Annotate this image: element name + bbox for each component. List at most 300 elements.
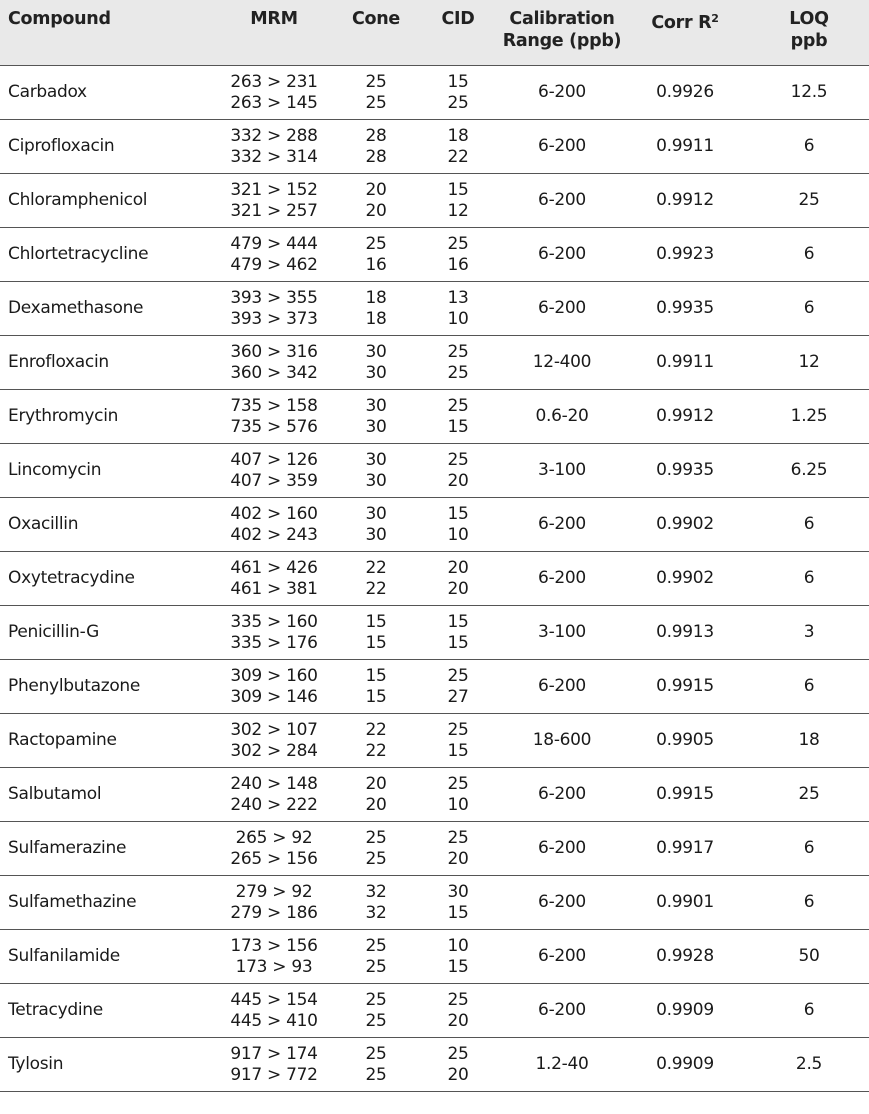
mrm-transition-2: 240 > 222: [230, 794, 318, 815]
mrm-transition-2: 917 > 772: [230, 1064, 318, 1085]
cone-value-1: 25: [365, 989, 387, 1010]
mrm-cell: [218, 336, 330, 389]
calibration-cell: [498, 444, 626, 497]
loq-value: 2.5: [795, 1054, 823, 1074]
mrm-transition-1: 407 > 126: [230, 449, 318, 470]
calibration-cell: [498, 120, 626, 173]
table-row: [0, 120, 869, 174]
mrm-transition-2: 461 > 381: [230, 578, 318, 599]
cone-value-2: 25: [365, 956, 387, 977]
cid-cell: [418, 390, 498, 443]
compound-cell: [8, 606, 223, 659]
compound-cell: [8, 282, 223, 335]
cone-value-1: 25: [365, 827, 387, 848]
loq-value: 25: [798, 190, 820, 210]
cid-cell: [418, 822, 498, 875]
cid-value-1: 20: [447, 557, 469, 578]
cone-cell: [336, 498, 416, 551]
cid-value-1: 15: [447, 611, 469, 632]
corr-cell: [628, 822, 742, 875]
cid-value-1: 25: [447, 1043, 469, 1064]
cid-value-1: 15: [447, 503, 469, 524]
cid-value-2: 10: [447, 794, 469, 815]
calibration-cell: [498, 768, 626, 821]
loq-value: 6.25: [790, 460, 828, 480]
cone-value-1: 30: [365, 341, 387, 362]
mrm-transition-2: 265 > 156: [230, 848, 318, 869]
loq-cell: [746, 822, 869, 875]
compound-name: Salbutamol: [8, 784, 102, 804]
cid-value-2: 15: [447, 956, 469, 977]
compound-cell: [8, 120, 223, 173]
table-row: [0, 984, 869, 1038]
mrm-transition-2: 335 > 176: [230, 632, 318, 653]
loq-value: 6: [803, 838, 815, 858]
corr-cell: [628, 336, 742, 389]
corr-cell: [628, 768, 742, 821]
cone-value-2: 30: [365, 416, 387, 437]
cone-cell: [336, 174, 416, 227]
corr-value: 0.9912: [656, 190, 714, 210]
header-mrm-label: MRM: [250, 9, 298, 29]
cid-value-2: 22: [447, 146, 469, 167]
calibration-cell: [498, 66, 626, 119]
header-loq-line1: LOQ: [789, 9, 829, 29]
table-row: [0, 606, 869, 660]
calibration-cell: [498, 498, 626, 551]
header-loq: [746, 0, 869, 52]
mrm-transition-1: 479 > 444: [230, 233, 318, 254]
mrm-transition-2: 393 > 373: [230, 308, 318, 329]
table-row: [0, 822, 869, 876]
loq-cell: [746, 120, 869, 173]
mrm-cell: [218, 66, 330, 119]
cid-cell: [418, 444, 498, 497]
cone-value-1: 22: [365, 719, 387, 740]
header-compound-label: Compound: [8, 9, 111, 29]
mrm-transition-1: 240 > 148: [230, 773, 318, 794]
cone-value-2: 25: [365, 92, 387, 113]
corr-cell: [628, 660, 742, 713]
corr-value: 0.9902: [656, 514, 714, 534]
cone-value-2: 30: [365, 524, 387, 545]
cone-cell: [336, 120, 416, 173]
cone-cell: [336, 1038, 416, 1091]
header-cid-label: CID: [441, 9, 475, 29]
mrm-transition-1: 265 > 92: [235, 827, 313, 848]
cone-cell: [336, 660, 416, 713]
mrm-transition-1: 917 > 174: [230, 1043, 318, 1064]
cone-value-1: 25: [365, 935, 387, 956]
compound-cell: [8, 984, 223, 1037]
mrm-transition-1: 173 > 156: [230, 935, 318, 956]
mrm-cell: [218, 822, 330, 875]
cone-value-1: 25: [365, 1043, 387, 1064]
mrm-transition-2: 479 > 462: [230, 254, 318, 275]
calibration-cell: [498, 336, 626, 389]
compound-name: Ciprofloxacin: [8, 136, 115, 156]
loq-cell: [746, 552, 869, 605]
cone-value-2: 25: [365, 1064, 387, 1085]
compound-cell: [8, 174, 223, 227]
compound-name: Penicillin-G: [8, 622, 99, 642]
cone-value-2: 20: [365, 200, 387, 221]
table-row: [0, 498, 869, 552]
loq-value: 1.25: [790, 406, 828, 426]
calibration-range: 3-100: [538, 622, 586, 642]
calibration-cell: [498, 282, 626, 335]
loq-value: 6: [803, 136, 815, 156]
cid-value-1: 25: [447, 827, 469, 848]
table-row: [0, 876, 869, 930]
corr-cell: [628, 444, 742, 497]
cone-value-2: 22: [365, 578, 387, 599]
header-cone: [336, 0, 416, 30]
mrm-transition-1: 360 > 316: [230, 341, 318, 362]
cid-value-1: 18: [447, 125, 469, 146]
cone-value-1: 15: [365, 665, 387, 686]
table-body: [0, 66, 869, 1092]
calibration-cell: [498, 984, 626, 1037]
compound-cell: [8, 768, 223, 821]
table-row: [0, 768, 869, 822]
cone-value-2: 32: [365, 902, 387, 923]
cone-cell: [336, 714, 416, 767]
corr-value: 0.9915: [656, 784, 714, 804]
mrm-transition-2: 279 > 186: [230, 902, 318, 923]
cid-cell: [418, 768, 498, 821]
calibration-range: 6-200: [538, 784, 586, 804]
corr-cell: [628, 174, 742, 227]
cone-cell: [336, 66, 416, 119]
corr-value: 0.9928: [656, 946, 714, 966]
cid-cell: [418, 876, 498, 929]
cone-value-2: 30: [365, 470, 387, 491]
mrm-transition-1: 321 > 152: [230, 179, 318, 200]
loq-value: 12: [798, 352, 820, 372]
mrm-transition-1: 309 > 160: [230, 665, 318, 686]
table-row: [0, 228, 869, 282]
compound-name: Tylosin: [8, 1054, 64, 1074]
loq-cell: [746, 660, 869, 713]
cid-value-2: 20: [447, 1064, 469, 1085]
corr-value: 0.9915: [656, 676, 714, 696]
cid-value-2: 15: [447, 632, 469, 653]
mrm-transition-2: 173 > 93: [235, 956, 313, 977]
compound-name: Enrofloxacin: [8, 352, 109, 372]
loq-cell: [746, 336, 869, 389]
header-calibration-line2: Range (ppb): [502, 31, 622, 51]
calibration-range: 6-200: [538, 1000, 586, 1020]
mrm-transition-2: 402 > 243: [230, 524, 318, 545]
cid-cell: [418, 498, 498, 551]
calibration-range: 0.6-20: [535, 406, 589, 426]
table-row: [0, 1038, 869, 1092]
header-mrm: [218, 0, 330, 30]
cid-value-1: 15: [447, 179, 469, 200]
mrm-transition-1: 735 > 158: [230, 395, 318, 416]
calibration-range: 6-200: [538, 190, 586, 210]
mrm-transition-1: 332 > 288: [230, 125, 318, 146]
loq-cell: [746, 876, 869, 929]
compound-cell: [8, 552, 223, 605]
cid-value-2: 20: [447, 578, 469, 599]
corr-value: 0.9913: [656, 622, 714, 642]
cone-value-1: 20: [365, 773, 387, 794]
table-header: [0, 0, 869, 66]
cone-value-2: 15: [365, 632, 387, 653]
cid-cell: [418, 282, 498, 335]
cid-value-1: 25: [447, 665, 469, 686]
loq-cell: [746, 930, 869, 983]
corr-value: 0.9911: [656, 352, 714, 372]
cone-cell: [336, 768, 416, 821]
header-calibration: [498, 0, 626, 52]
cone-value-1: 32: [365, 881, 387, 902]
mrm-transition-2: 735 > 576: [230, 416, 318, 437]
calibration-range: 3-100: [538, 460, 586, 480]
cid-cell: [418, 1038, 498, 1091]
mrm-cell: [218, 282, 330, 335]
cone-value-1: 22: [365, 557, 387, 578]
cone-cell: [336, 984, 416, 1037]
mrm-cell: [218, 984, 330, 1037]
loq-value: 6: [803, 244, 815, 264]
compound-cell: [8, 714, 223, 767]
cid-value-2: 20: [447, 1010, 469, 1031]
cid-value-2: 15: [447, 416, 469, 437]
compound-name: Sulfamerazine: [8, 838, 127, 858]
loq-cell: [746, 768, 869, 821]
corr-value: 0.9935: [656, 298, 714, 318]
compound-cell: [8, 660, 223, 713]
cone-cell: [336, 822, 416, 875]
mrm-transition-2: 263 > 145: [230, 92, 318, 113]
cone-cell: [336, 606, 416, 659]
loq-value: 6: [803, 676, 815, 696]
corr-value: 0.9909: [656, 1054, 714, 1074]
loq-cell: [746, 228, 869, 281]
cid-value-1: 25: [447, 341, 469, 362]
mrm-transition-1: 393 > 355: [230, 287, 318, 308]
mrm-cell: [218, 498, 330, 551]
corr-cell: [628, 498, 742, 551]
table-row: [0, 714, 869, 768]
cone-cell: [336, 282, 416, 335]
mrm-cell: [218, 552, 330, 605]
cone-value-2: 20: [365, 794, 387, 815]
mrm-transition-1: 263 > 231: [230, 71, 318, 92]
corr-value: 0.9912: [656, 406, 714, 426]
corr-value: 0.9935: [656, 460, 714, 480]
compound-name: Erythromycin: [8, 406, 119, 426]
corr-cell: [628, 66, 742, 119]
calibration-cell: [498, 714, 626, 767]
table-row: [0, 444, 869, 498]
table-row: [0, 336, 869, 390]
mrm-transition-1: 445 > 154: [230, 989, 318, 1010]
loq-cell: [746, 1038, 869, 1091]
mrm-transition-1: 335 > 160: [230, 611, 318, 632]
header-loq-line2: ppb: [790, 31, 828, 51]
calibration-range: 6-200: [538, 946, 586, 966]
mrm-transition-2: 309 > 146: [230, 686, 318, 707]
cid-value-2: 10: [447, 308, 469, 329]
loq-value: 6: [803, 298, 815, 318]
calibration-cell: [498, 228, 626, 281]
cone-value-2: 30: [365, 362, 387, 383]
cid-cell: [418, 228, 498, 281]
cone-cell: [336, 930, 416, 983]
compound-cell: [8, 390, 223, 443]
mrm-transition-1: 279 > 92: [235, 881, 313, 902]
calibration-range: 6-200: [538, 838, 586, 858]
compound-cell: [8, 336, 223, 389]
header-cone-label: Cone: [352, 9, 400, 29]
cone-cell: [336, 552, 416, 605]
cid-value-1: 25: [447, 449, 469, 470]
calibration-range: 6-200: [538, 136, 586, 156]
calibration-cell: [498, 822, 626, 875]
table-row: [0, 390, 869, 444]
corr-cell: [628, 120, 742, 173]
mrm-transition-1: 461 > 426: [230, 557, 318, 578]
table-row: [0, 552, 869, 606]
cone-cell: [336, 390, 416, 443]
cone-cell: [336, 336, 416, 389]
cid-value-2: 20: [447, 470, 469, 491]
cid-value-2: 27: [447, 686, 469, 707]
cid-value-1: 13: [447, 287, 469, 308]
compound-name: Lincomycin: [8, 460, 102, 480]
loq-value: 25: [798, 784, 820, 804]
cid-cell: [418, 66, 498, 119]
header-calibration-line1: Calibration: [509, 9, 615, 29]
loq-value: 18: [798, 730, 820, 750]
cid-cell: [418, 174, 498, 227]
cid-cell: [418, 606, 498, 659]
calibration-range: 6-200: [538, 82, 586, 102]
cid-cell: [418, 552, 498, 605]
corr-cell: [628, 228, 742, 281]
corr-value: 0.9901: [656, 892, 714, 912]
cid-value-1: 15: [447, 71, 469, 92]
corr-cell: [628, 714, 742, 767]
mrm-cell: [218, 660, 330, 713]
calibration-cell: [498, 552, 626, 605]
mrm-cell: [218, 228, 330, 281]
cid-value-2: 15: [447, 740, 469, 761]
compound-cell: [8, 66, 223, 119]
calibration-range: 12-400: [532, 352, 592, 372]
header-compound: [8, 0, 223, 30]
corr-cell: [628, 390, 742, 443]
mrm-transition-2: 302 > 284: [230, 740, 318, 761]
mrm-transition-1: 302 > 107: [230, 719, 318, 740]
mrm-transition-2: 321 > 257: [230, 200, 318, 221]
calibration-range: 1.2-40: [535, 1054, 589, 1074]
loq-value: 6: [803, 514, 815, 534]
cone-value-1: 20: [365, 179, 387, 200]
calibration-range: 6-200: [538, 298, 586, 318]
cid-value-2: 25: [447, 92, 469, 113]
compound-name: Tetracydine: [8, 1000, 103, 1020]
cone-value-2: 18: [365, 308, 387, 329]
compound-name: Chloramphenicol: [8, 190, 148, 210]
cone-value-2: 15: [365, 686, 387, 707]
cid-value-2: 16: [447, 254, 469, 275]
loq-value: 3: [803, 622, 815, 642]
corr-cell: [628, 930, 742, 983]
calibration-range: 6-200: [538, 514, 586, 534]
corr-value: 0.9909: [656, 1000, 714, 1020]
header-corr: [628, 0, 742, 34]
mrm-cell: [218, 390, 330, 443]
calibration-range: 6-200: [538, 892, 586, 912]
compound-name: Dexamethasone: [8, 298, 144, 318]
loq-cell: [746, 498, 869, 551]
calibration-cell: [498, 876, 626, 929]
cid-value-1: 25: [447, 773, 469, 794]
compound-name: Sulfanilamide: [8, 946, 120, 966]
loq-cell: [746, 984, 869, 1037]
cone-value-1: 30: [365, 503, 387, 524]
mrm-transition-2: 445 > 410: [230, 1010, 318, 1031]
cid-cell: [418, 660, 498, 713]
mrm-cell: [218, 606, 330, 659]
corr-value: 0.9911: [656, 136, 714, 156]
mrm-cell: [218, 714, 330, 767]
corr-value: 0.9926: [656, 82, 714, 102]
cid-cell: [418, 714, 498, 767]
loq-cell: [746, 444, 869, 497]
cone-value-1: 30: [365, 395, 387, 416]
cid-cell: [418, 984, 498, 1037]
header-corr-text: Corr R: [651, 13, 712, 33]
table-row: [0, 174, 869, 228]
cid-value-1: 30: [447, 881, 469, 902]
cone-value-2: 16: [365, 254, 387, 275]
corr-cell: [628, 984, 742, 1037]
loq-cell: [746, 606, 869, 659]
cone-value-1: 18: [365, 287, 387, 308]
mrm-cell: [218, 768, 330, 821]
loq-cell: [746, 66, 869, 119]
cid-cell: [418, 336, 498, 389]
mrm-cell: [218, 120, 330, 173]
mrm-cell: [218, 930, 330, 983]
compound-name: Oxacillin: [8, 514, 79, 534]
compound-cell: [8, 444, 223, 497]
calibration-cell: [498, 606, 626, 659]
cid-value-2: 12: [447, 200, 469, 221]
cone-value-2: 25: [365, 1010, 387, 1031]
corr-cell: [628, 606, 742, 659]
cid-cell: [418, 120, 498, 173]
cid-value-1: 25: [447, 233, 469, 254]
cone-cell: [336, 228, 416, 281]
mrm-cell: [218, 1038, 330, 1091]
table-row: [0, 282, 869, 336]
corr-cell: [628, 282, 742, 335]
compound-name: Sulfamethazine: [8, 892, 137, 912]
loq-cell: [746, 714, 869, 767]
compound-name: Ractopamine: [8, 730, 117, 750]
mrm-cell: [218, 174, 330, 227]
mrm-cell: [218, 444, 330, 497]
compound-cell: [8, 876, 223, 929]
corr-value: 0.9917: [656, 838, 714, 858]
